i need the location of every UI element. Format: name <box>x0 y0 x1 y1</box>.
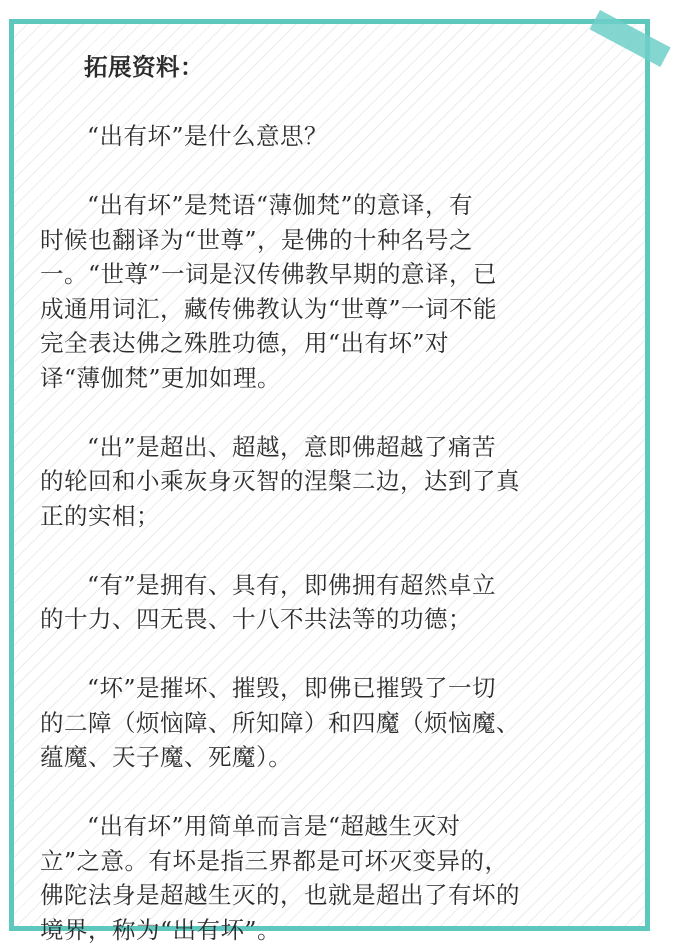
paragraph-line: 时候也翻译为“世尊”，是佛的十种名号之 <box>40 225 474 254</box>
paragraph-line: 佛陀法身是超越生灭的，也就是超出了有坏的 <box>40 881 520 909</box>
paragraph-line: “坏”是摧坏、摧毁，即佛已摧毁了一切 <box>87 674 497 702</box>
paragraph-line: 译“薄伽梵”更加如理。 <box>40 363 282 392</box>
spacer <box>40 533 628 568</box>
spacer <box>40 637 628 672</box>
paragraph-line: 蕴魔、天子魔、死魔）。 <box>40 743 293 771</box>
paragraph-line: 成通用词汇，藏传佛教认为“世尊”一词不能 <box>40 294 498 323</box>
paragraph-line: 的轮回和小乘灰身灭智的涅槃二边，达到了真 <box>40 467 520 495</box>
question-line: “出有坏”是什么意思？ <box>87 122 329 150</box>
paragraph-line: 一。“世尊”一词是汉传佛教早期的意译，已 <box>40 260 498 288</box>
document-heading: 拓展资料： <box>84 53 204 81</box>
paragraph-line: 境界，称为“出有坏”。 <box>40 915 282 943</box>
paragraph-line: “出有坏”是梵语“薄伽梵”的意译，有 <box>87 191 474 219</box>
paragraph-line: 完全表达佛之殊胜功德，用“出有坏”对 <box>40 329 450 357</box>
spacer <box>40 154 628 189</box>
paragraph-line: “出”是超出、超越，意即佛超越了痛苦 <box>87 432 497 461</box>
spacer <box>40 85 628 120</box>
paragraph-line: 的十力、四无畏、十八不共法等的功德； <box>40 605 472 633</box>
spacer <box>40 395 628 430</box>
paragraph-line: 立”之意。有坏是指三界都是可坏灭变异的， <box>40 846 509 875</box>
spacer <box>40 775 628 810</box>
paragraph-line: “有”是拥有、具有，即佛拥有超然卓立 <box>87 570 497 599</box>
paragraph-line: 正的实相； <box>40 501 160 530</box>
paragraph-line: “出有坏”用简单而言是“超越生灭对 <box>87 812 461 840</box>
paragraph-line: 的二障（烦恼障、所知障）和四魔（烦恼魔、 <box>40 708 520 737</box>
document-body <box>40 50 628 943</box>
